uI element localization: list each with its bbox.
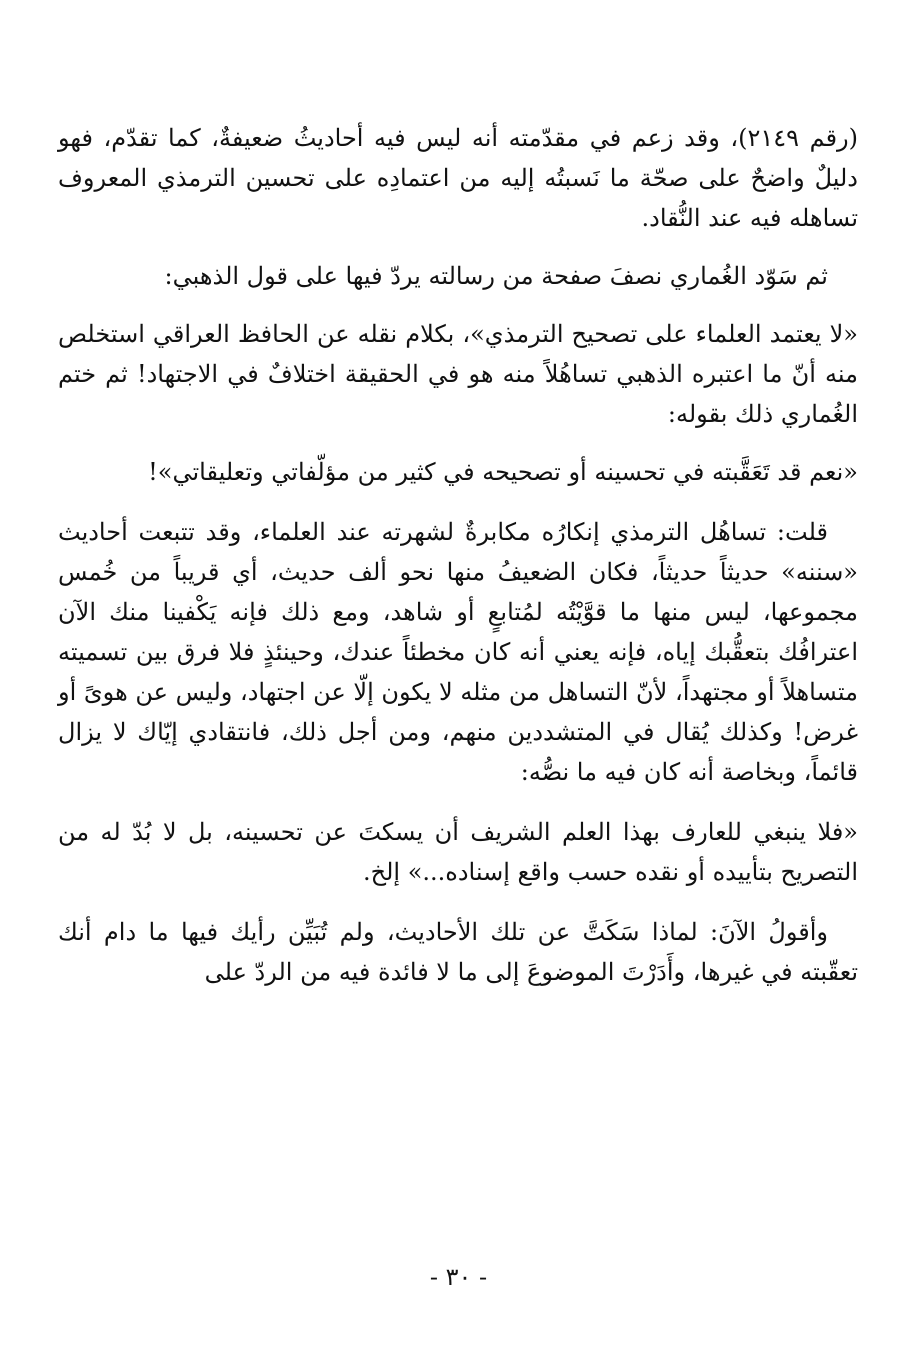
quote-paragraph-1: «لا يعتمد العلماء على تصحيح الترمذي»، بكلام نقله عن الحافظ العراقي استخلص منه أنّ ما اعتبره الذهبي تساهُلاً منه هو في الحقيقة اختلافٌ في الاجتهاد! ثم ختم الغُماري ذلك بقوله:: [58, 320, 858, 428]
page-number: - ٣٠ -: [429, 1263, 488, 1291]
paragraph-1: (رقم ٢١٤٩)، وقد زعم في مقدّمته أنه ليس فيه أحاديثُ ضعيفةٌ، كما تقدّم، فهو دليلٌ واضحٌ على صحّة ما نَسبتُه إليه من اعتمادِه على تحسين الترمذي المعروف تساهله فيه عند النُّقاد.: [58, 124, 858, 232]
quote-paragraph-3: «فلا ينبغي للعارف بهذا العلم الشريف أن يسكتَ عن تحسينه، بل لا بُدّ له من التصريح بتأييده أو نقده حسب واقع إسناده...» إلخ.: [58, 818, 858, 886]
paragraph-2: ثم سَوّد الغُماري نصفَ صفحة من رسالته يردّ فيها على قول الذهبي:: [164, 262, 828, 290]
paragraph-4: وأقولُ الآنَ: لماذا سَكَتَّ عن تلك الأحاديث، ولم تُبَيِّن رأيك فيها ما دام أنك تعقّبته في غيرها، وأَدَرْتَ الموضوعَ إلى ما لا فائدة فيه من الردّ على: [58, 918, 858, 986]
document-body: [58, 118, 858, 992]
quote-paragraph-2: «نعم قد تَعَقَّبته في تحسينه أو تصحيحه في كثير من مؤلّفاتي وتعليقاتي»!: [148, 458, 858, 486]
paragraph-3: قلت: تساهُل الترمذي إنكارُه مكابرةٌ لشهرته عند العلماء، وقد تتبعت أحاديث «سننه» حديثاً حديثاً، فكان الضعيفُ منها نحو ألف حديث، أي قريباً من خُمس مجموعها، ليس منها ما قوَّيْتُه لمُتابعٍ أو شاهد، ومع ذلك فإنه يَكْفينا منك الآن اعترافُك بتعقُّبك إياه، فإنه يعني أنه كان مخطئاً عندك، وحينئذٍ فلا فرق بين تسميته متساهلاً أو مجتهداً، لأنّ التساهل من مثله لا يكون إلّا عن اجتهاد، وليس عن هوىً أو غرض! وكذلك يُقال في المتشددين منهم، ومن أجل ذلك، فانتقادي إيّاك لا يزال قائماً، وبخاصة أنه كان فيه ما نصُّه:: [58, 518, 858, 786]
